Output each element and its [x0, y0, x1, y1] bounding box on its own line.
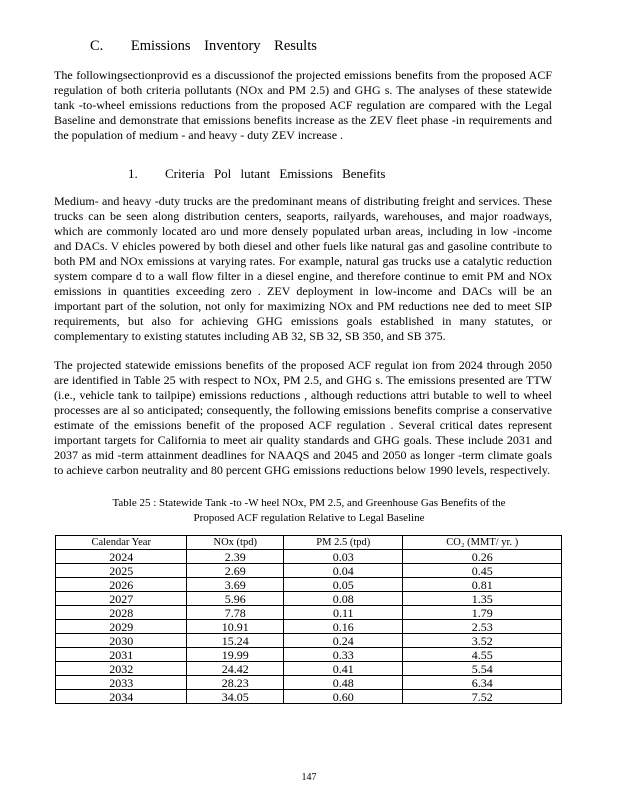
cell-year: 2031: [56, 648, 187, 662]
table-caption-line-2: Proposed ACF regulation Relative to Legal Baseline: [193, 512, 425, 524]
section-title: Emissions Inventory Results: [130, 38, 317, 54]
cell-co2: 2.53: [403, 620, 562, 634]
cell-year: 2025: [56, 564, 187, 578]
table-row: [56, 606, 562, 620]
cell-co2: 0.45: [403, 564, 562, 578]
cell-year: 2024: [56, 550, 187, 564]
cell-year: 2032: [56, 662, 187, 676]
cell-nox: 28.23: [187, 676, 284, 690]
cell-co2: 1.35: [403, 592, 562, 606]
cell-pm25: 0.08: [284, 592, 403, 606]
cell-co2: 4.55: [403, 648, 562, 662]
cell-pm25: 0.04: [284, 564, 403, 578]
subsection-number: 1.: [128, 166, 138, 181]
cell-nox: 34.05: [187, 690, 284, 704]
table-row: [56, 578, 562, 592]
cell-nox: 3.69: [187, 578, 284, 592]
table-row: [56, 620, 562, 634]
subsection-heading: [128, 166, 385, 182]
cell-co2: 0.81: [403, 578, 562, 592]
cell-nox: 5.96: [187, 592, 284, 606]
cell-pm25: 0.05: [284, 578, 403, 592]
cell-year: 2033: [56, 676, 187, 690]
table-row: [56, 690, 562, 704]
table-row: [56, 662, 562, 676]
cell-nox: 19.99: [187, 648, 284, 662]
section-heading: [90, 38, 317, 55]
header-nox: NOx (tpd): [187, 536, 284, 550]
cell-year: 2030: [56, 634, 187, 648]
cell-co2: 7.52: [403, 690, 562, 704]
table-row: [56, 592, 562, 606]
cell-co2: 0.26: [403, 550, 562, 564]
header-co2: CO₂ (MMT/ yr. ): [403, 536, 562, 550]
body-paragraph-benefits: The projected statewide emissions benefits of the proposed ACF regulat ion from 2024 through 2050 are identified in Table 25 with respect to NOx, PM 2.5, and GHG s. The emissions presented are TTW (i.e., vehicle tank to tailpipe) emissions reductions , although reductions attri butable to well to wheel processes are al so anticipated; consequently, the following emissions benefits comprise a conservative estimate of the emissions benefit of the proposed ACF regulation . Several critical dates represent important targets for California to meet air quality standards and GHG goals. These include 2031 and 2037 as mid -term attainment deadlines for NAAQS and 2045 and 2050 as longer -term climate goals to achieve carbon neutrality and 80 percent GHG emissions reductions below 1990 levels, respectively.: [54, 358, 552, 477]
body-paragraph-freight: Medium- and heavy -duty trucks are the predominant means of distributing freight and services. These trucks can be seen along distribution centers, seaports, railyards, warehouses, and major roadways, which are commonly located aro und more densely populated urban areas, including in low -income and DACs. V ehicles powered by both diesel and other fuels like natural gas and gasoline contribute to both PM and NOx emissions at varying rates. For example, natural gas trucks use a catalytic reduction system compare d to a wall flow filter in a diesel engine, and therefore continue to emit PM and NOx emissions in quantities exceeding zero . ZEV deployment in low-income and DACs will be an important part of the solution, not only for maximizing NOx and PM reductions nee ded to meet SIP requirements, but also for achieving GHG emissions goals established in many statutes, or complementary to existing statutes including AB 32, SB 32, SB 350, and SB 375.: [54, 194, 552, 343]
cell-pm25: 0.03: [284, 550, 403, 564]
table-caption: [56, 496, 562, 526]
cell-co2: 3.52: [403, 634, 562, 648]
emissions-benefits-table: [55, 535, 562, 704]
cell-pm25: 0.41: [284, 662, 403, 676]
cell-pm25: 0.24: [284, 634, 403, 648]
section-number: C.: [90, 38, 104, 54]
intro-paragraph: The followingsectionprovid es a discussionof the projected emissions benefits from the proposed ACF regulation of both criteria pollutants (NOx and PM 2.5) and GHG s. The analyses of these statewide tank -to-wheel emissions reductions from the proposed ACF regulation are compared with the Legal Baseline and demonstrate that emissions benefits increase as the ZEV fleet phase -in requirements and the population of medium - and heavy - duty ZEV increase .: [54, 68, 552, 142]
subsection-title: Criteria Pol lutant Emissions Benefits: [165, 166, 386, 181]
table-row: [56, 550, 562, 564]
cell-year: 2034: [56, 690, 187, 704]
cell-nox: 24.42: [187, 662, 284, 676]
page-number: 147: [301, 772, 317, 783]
cell-nox: 15.24: [187, 634, 284, 648]
cell-pm25: 0.11: [284, 606, 403, 620]
cell-pm25: 0.33: [284, 648, 403, 662]
cell-pm25: 0.16: [284, 620, 403, 634]
cell-year: 2026: [56, 578, 187, 592]
table-row: [56, 634, 562, 648]
cell-pm25: 0.60: [284, 690, 403, 704]
table-header-row: [56, 536, 562, 550]
cell-pm25: 0.48: [284, 676, 403, 690]
cell-nox: 7.78: [187, 606, 284, 620]
cell-co2: 1.79: [403, 606, 562, 620]
table-row: [56, 564, 562, 578]
cell-co2: 5.54: [403, 662, 562, 676]
cell-year: 2029: [56, 620, 187, 634]
cell-year: 2027: [56, 592, 187, 606]
cell-nox: 2.69: [187, 564, 284, 578]
cell-co2: 6.34: [403, 676, 562, 690]
header-calendar-year: Calendar Year: [56, 536, 187, 550]
header-pm25: PM 2.5 (tpd): [284, 536, 403, 550]
table-caption-line-1: Table 25 : Statewide Tank -to -W heel NOx, PM 2.5, and Greenhouse Gas Benefits of the: [112, 497, 506, 509]
cell-year: 2028: [56, 606, 187, 620]
cell-nox: 2.39: [187, 550, 284, 564]
cell-nox: 10.91: [187, 620, 284, 634]
table-row: [56, 676, 562, 690]
table-row: [56, 648, 562, 662]
